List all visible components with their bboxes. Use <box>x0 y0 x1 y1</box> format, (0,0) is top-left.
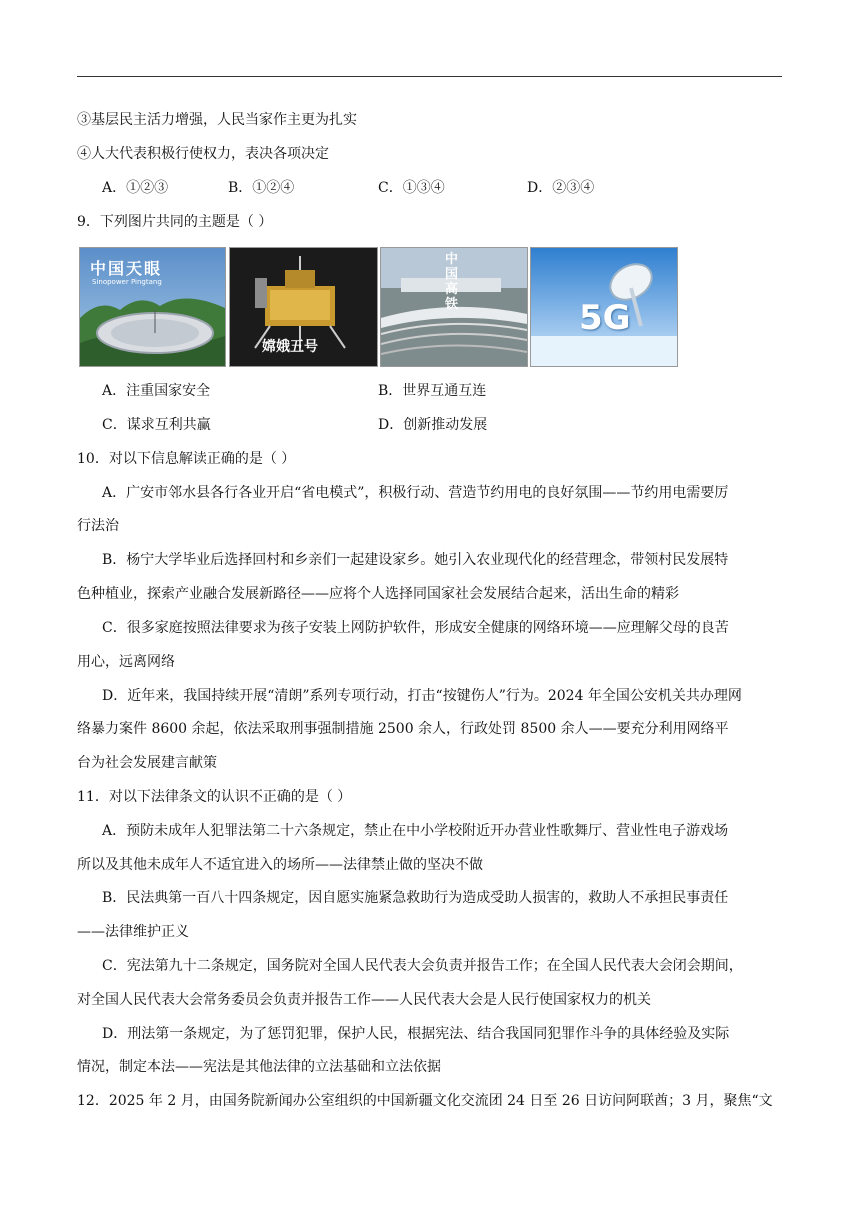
q10-option-a-line-1: A．广安市邻水县各行各业开启“省电模式”，积极行动、营造节约用电的良好氛围——节约用电需要厉 <box>102 485 729 501</box>
q10-option-d-line-1: D．近年来，我国持续开展“清朗”系列专项行动，打击“按键伤人”行为。2024 年全国公安机关共办理网 <box>102 688 742 704</box>
q11-option-c-line-2: 对全国人民代表大会常务委员会负责并报告工作——人民代表大会是人民行使国家权力的机关 <box>77 992 651 1008</box>
q8-option-b: B．①②④ <box>228 180 295 196</box>
q8-statement-4: ④人大代表积极行使权力，表决各项决定 <box>77 146 329 162</box>
fast-telescope-image <box>79 247 226 367</box>
q8-option-a: A．①②③ <box>102 180 169 196</box>
header-rule <box>77 76 782 77</box>
q8-option-c: C．①③④ <box>378 180 445 196</box>
high-speed-rail-image <box>380 247 528 367</box>
image-caption: 中国高铁 <box>445 252 459 312</box>
q10-option-b-line-1: B．杨宁大学毕业后选择回村和乡亲们一起建设家乡。她引入农业现代化的经营理念，带领村民发展特 <box>102 552 729 568</box>
q8-statement-3: ③基层民主活力增强，人民当家作主更为扎实 <box>77 112 357 128</box>
change5-lander-image <box>229 247 378 367</box>
q10-option-d-line-2: 络暴力案件 8600 余起，依法采取刑事强制措施 2500 余人，行政处罚 8500 余人——要充分利用网络平 <box>77 721 729 737</box>
q11-stem: 11．对以下法律条文的认识不正确的是（ ） <box>77 789 352 805</box>
q10-stem: 10．对以下信息解读正确的是（ ） <box>77 451 296 467</box>
q9-option-a: A．注重国家安全 <box>102 383 211 399</box>
q10-option-c-line-1: C．很多家庭按照法律要求为孩子安装上网防护软件，形成安全健康的网络环境——应理解父母的良苦 <box>102 620 729 636</box>
q9-stem: 9．下列图片共同的主题是（ ） <box>77 214 273 230</box>
q11-option-a-line-1: A．预防未成年人犯罪法第二十六条规定，禁止在中小学校附近开办营业性歌舞厅、营业性电子游戏场 <box>102 823 729 839</box>
q10-option-c-line-2: 用心，远离网络 <box>77 654 175 670</box>
q10-option-a-line-2: 行法治 <box>77 518 119 534</box>
q8-option-d: D．②③④ <box>527 180 595 196</box>
image-subcaption: Sinopower Pingtang <box>92 278 162 286</box>
q11-option-a-line-2: 所以及其他未成年人不适宜进入的场所——法律禁止做的坚决不做 <box>77 857 483 873</box>
q11-option-d-line-2: 情况，制定本法——宪法是其他法律的立法基础和立法依据 <box>77 1059 441 1075</box>
image-caption: 5G <box>579 298 631 338</box>
q11-option-c-line-1: C．宪法第九十二条规定，国务院对全国人民代表大会负责并报告工作；在全国人民代表大会闭会期间， <box>102 958 743 974</box>
q9-option-c: C．谋求互利共赢 <box>102 417 211 433</box>
q11-option-b-line-1: B．民法典第一百八十四条规定，因自愿实施紧急救助行为造成受助人损害的，救助人不承担民事责任 <box>102 890 729 906</box>
q10-option-b-line-2: 色种植业，探索产业融合发展新路径——应将个人选择同国家社会发展结合起来，活出生命的精彩 <box>77 586 679 602</box>
q11-option-b-line-2: ——法律维护正义 <box>77 924 189 940</box>
q9-option-b: B．世界互通互连 <box>378 383 487 399</box>
image-caption: 嫦娥五号 <box>262 339 318 355</box>
image-caption: 中国天眼 <box>90 259 163 278</box>
q10-option-d-line-3: 台为社会发展建言献策 <box>77 755 217 771</box>
5g-satellite-dish-image <box>530 247 678 367</box>
q11-option-d-line-1: D．刑法第一条规定，为了惩罚犯罪，保护人民，根据宪法、结合我国同犯罪作斗争的具体经验及实际 <box>102 1026 730 1042</box>
q12-stem: 12．2025 年 2 月，由国务院新闻办公室组织的中国新疆文化交流团 24 日至 26 日访问阿联酋；3 月，聚焦“文 <box>77 1093 773 1109</box>
q9-option-d: D．创新推动发展 <box>378 417 488 433</box>
